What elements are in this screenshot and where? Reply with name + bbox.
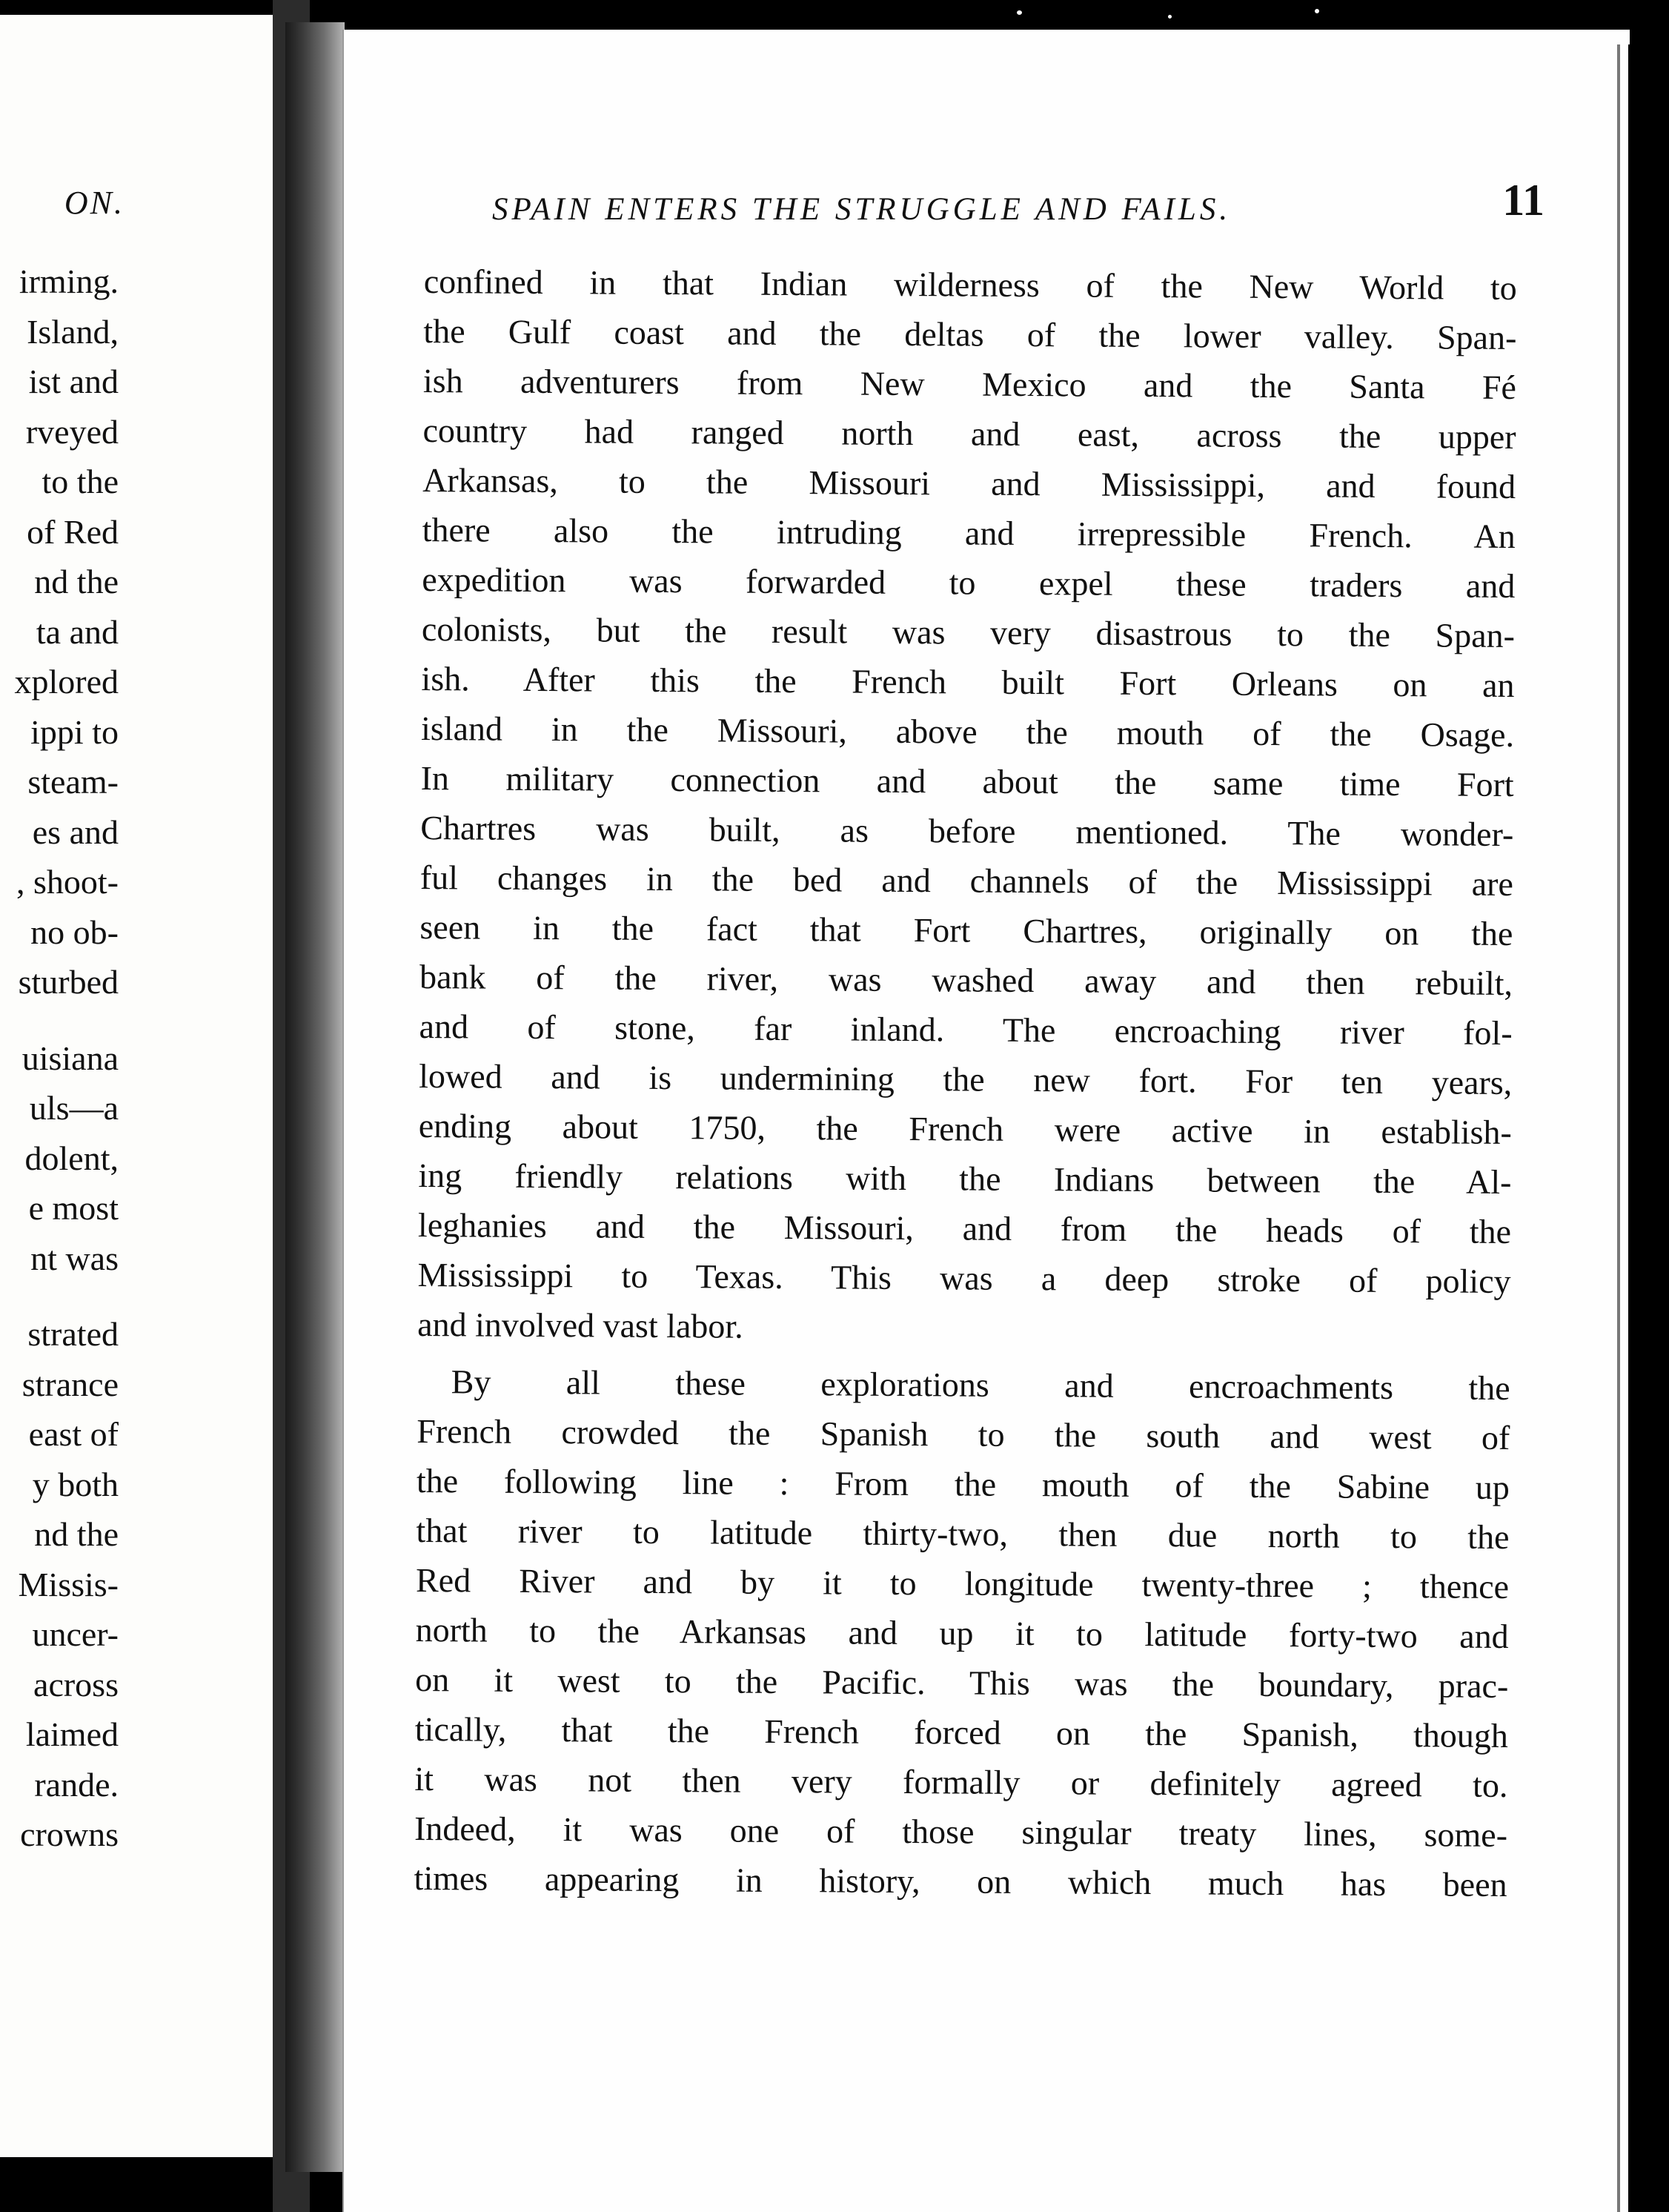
text-line: ish adventurers from New Mexico and the Santa Fé — [422, 361, 1517, 407]
left-page-line: steam- — [27, 763, 119, 801]
text-line: ending about 1750, the French were active in establish- — [418, 1106, 1512, 1151]
left-page-line: across — [33, 1665, 119, 1703]
text-line: confined in that Indian wilderness of the New World to — [423, 262, 1517, 308]
left-page-line: ist and — [28, 362, 119, 400]
text-line: the Gulf coast and the deltas of the lower valley. Span- — [423, 311, 1517, 357]
left-page-line: uncer- — [32, 1615, 119, 1653]
text-line: Red River and by it to longitude twenty-three ; thence — [415, 1560, 1510, 1606]
page-number: 11 — [1502, 176, 1544, 225]
left-page-line: uisiana — [21, 1039, 119, 1077]
text-line: country had ranged north and east, across the upper — [422, 411, 1516, 457]
left-page-line: e most — [28, 1189, 119, 1227]
left-page-line: nt was — [30, 1239, 119, 1277]
text-line: times appearing in history, on which much has been — [414, 1858, 1507, 1904]
scan-speck — [1017, 10, 1022, 15]
left-page-line: irming. — [19, 262, 119, 300]
text-line: the following line : From the mouth of the Sabine up — [416, 1461, 1510, 1506]
text-line: Mississippi to Texas. This was a deep stroke of policy — [417, 1255, 1511, 1300]
scan-border — [1628, 44, 1669, 2212]
left-page-line: of Red — [27, 512, 119, 551]
left-page-line: nd the — [34, 563, 119, 600]
left-page-line: Missis- — [18, 1565, 119, 1603]
text-line: ing friendly relations with the Indians between the Al- — [418, 1156, 1512, 1201]
left-page-line: east of — [28, 1415, 119, 1453]
paragraph-1 — [417, 256, 1517, 1356]
text-line: expedition was forwarded to expel these traders and — [422, 560, 1516, 606]
left-page-line: nd the — [34, 1515, 119, 1553]
text-line: leghanies and the Missouri, and from the heads of the — [417, 1205, 1512, 1251]
text-line: that river to latitude thirty-two, then due north to the — [416, 1511, 1510, 1556]
left-page-line: ippi to — [30, 712, 119, 751]
left-page-line: dolent, — [24, 1139, 119, 1177]
text-line: and involved vast labor. — [417, 1305, 743, 1345]
left-page-line: strated — [27, 1315, 119, 1353]
text-line: north to the Arkansas and up it to latitude forty-two and — [415, 1610, 1509, 1655]
text-line: island in the Missouri, above the mouth of the Osage. — [420, 709, 1515, 754]
left-page-line: ta and — [36, 612, 119, 651]
text-line: Indeed, it was one of those singular treaty lines, some- — [414, 1809, 1508, 1854]
text-line: seen in the fact that Fort Chartres, originally on the — [419, 907, 1513, 953]
left-page-line: crowns — [20, 1815, 119, 1853]
left-page-line: to the — [42, 463, 119, 500]
scan-speck — [1315, 9, 1319, 13]
text-line: on it west to the Pacific. This was the boundary, prac- — [415, 1660, 1509, 1705]
left-page-line: strance — [21, 1365, 119, 1403]
text-line: French crowded the Spanish to the south and west of — [417, 1411, 1510, 1457]
left-facing-page — [0, 15, 273, 2157]
text-line: it was not then very formally or definitely agreed to. — [414, 1759, 1508, 1804]
left-page-line: rveyed — [25, 412, 119, 451]
left-page-line: es and — [32, 812, 119, 851]
left-page-line: xplored — [14, 663, 119, 701]
left-page-line: laimed — [25, 1715, 119, 1753]
left-page-text — [14, 256, 119, 1860]
left-page-line: Island, — [27, 312, 119, 351]
text-line: colonists, but the result was very disastrous to the Span- — [421, 609, 1516, 655]
right-page — [342, 30, 1630, 2212]
left-page-line: uls—a — [29, 1089, 119, 1127]
left-page-line: , shoot- — [16, 863, 119, 901]
text-line: lowed and is undermining the new fort. For ten years, — [419, 1056, 1513, 1102]
scan-speck — [1168, 15, 1172, 19]
running-head — [492, 170, 1544, 237]
body-text — [414, 256, 1517, 1910]
text-line: bank of the river, was washed away and then rebuilt, — [419, 957, 1513, 1002]
text-line: ish. After this the French built Fort Orleans on an — [421, 659, 1515, 704]
page-edge — [1617, 44, 1620, 2212]
text-line: there also the intruding and irrepressible French. An — [422, 510, 1516, 556]
text-line: tically, that the French forced on the Spanish, though — [414, 1709, 1508, 1755]
paragraph-2 — [414, 1357, 1510, 1910]
book-gutter — [285, 22, 345, 2172]
left-page-header: ON. — [64, 185, 125, 221]
text-line: Chartres was built, as before mentioned. The wonder- — [420, 808, 1514, 853]
left-page-line: sturbed — [18, 963, 119, 1001]
left-page-line: no ob- — [30, 913, 119, 951]
text-line: By all these explorations and encroachments the — [451, 1362, 1510, 1407]
text-line: and of stone, far inland. The encroaching river fol- — [419, 1007, 1513, 1052]
text-line: Arkansas, to the Missouri and Mississippi, and found — [422, 460, 1516, 506]
text-line: In military connection and about the same time Fort — [420, 758, 1514, 804]
running-title: SPAIN ENTERS THE STRUGGLE AND FAILS. — [492, 192, 1232, 227]
left-page-line: y both — [32, 1465, 119, 1503]
left-page-line: rande. — [34, 1765, 119, 1804]
text-line: ful changes in the bed and channels of the Mississippi are — [419, 858, 1514, 903]
